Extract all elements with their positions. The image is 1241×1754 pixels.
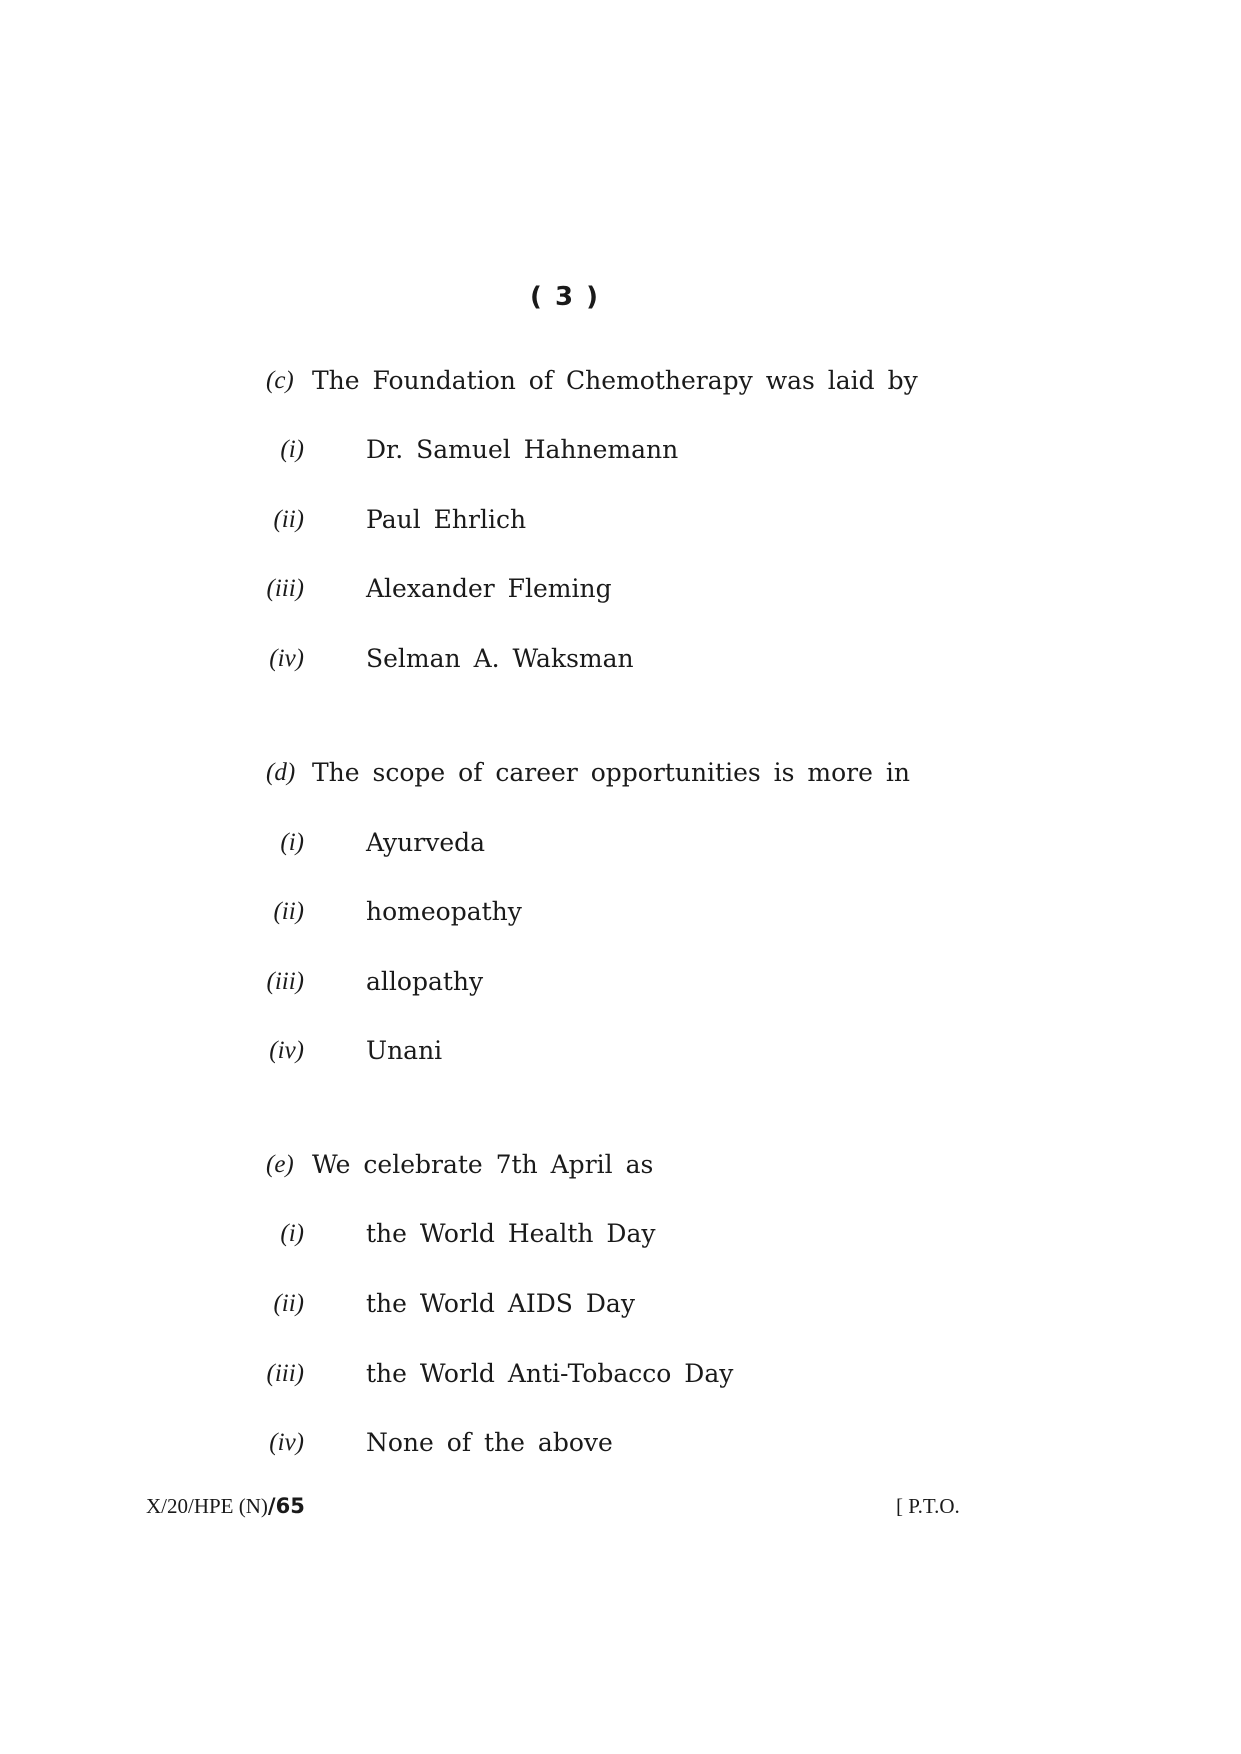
question-label: (c) — [266, 367, 294, 394]
option-text: Dr. Samuel Hahnemann — [366, 435, 679, 464]
option-label: (iv) — [269, 645, 304, 672]
option-iv — [266, 1036, 1066, 1066]
option-label: (i) — [280, 1220, 304, 1247]
option-iii — [266, 1359, 1066, 1389]
option-i — [266, 1219, 1066, 1249]
option-iv — [266, 644, 1066, 674]
option-i — [266, 828, 1066, 858]
option-label: (iv) — [269, 1037, 304, 1064]
paper-code-prefix: X/20/HPE (N) — [146, 1494, 268, 1518]
option-text: Unani — [366, 1036, 443, 1065]
question-text: The Foundation of Chemotherapy was laid by — [312, 366, 918, 395]
option-text: the World Health Day — [366, 1219, 656, 1248]
option-text: allopathy — [366, 967, 484, 996]
option-ii — [266, 505, 1066, 535]
option-label: (ii) — [273, 898, 304, 925]
option-iii — [266, 967, 1066, 997]
option-text: the World AIDS Day — [366, 1289, 635, 1318]
option-iii — [266, 574, 1066, 604]
option-label: (iii) — [266, 968, 304, 995]
option-text: Paul Ehrlich — [366, 505, 527, 534]
option-label: (iv) — [269, 1429, 304, 1456]
option-label: (i) — [280, 436, 304, 463]
option-label: (iii) — [266, 575, 304, 602]
option-i — [266, 435, 1066, 465]
question-text: The scope of career opportunities is more in — [312, 758, 910, 787]
option-iv — [266, 1428, 1066, 1458]
option-text: Ayurveda — [366, 828, 486, 857]
paper-code — [146, 1494, 305, 1519]
question-text: We celebrate 7th April as — [312, 1150, 654, 1179]
option-label: (ii) — [273, 506, 304, 533]
option-label: (ii) — [273, 1290, 304, 1317]
option-text: the World Anti-Tobacco Day — [366, 1359, 734, 1388]
option-text: None of the above — [366, 1428, 613, 1457]
option-ii — [266, 897, 1066, 927]
option-text: homeopathy — [366, 897, 522, 926]
paper-code-number: /65 — [267, 1494, 305, 1518]
question-label: (d) — [266, 759, 296, 786]
question-label: (e) — [266, 1151, 294, 1178]
option-text: Selman A. Waksman — [366, 644, 634, 673]
option-label: (iii) — [266, 1360, 304, 1387]
option-label: (i) — [280, 829, 304, 856]
page-number: ( 3 ) — [530, 282, 600, 312]
pto-label: [ P.T.O. — [896, 1494, 960, 1518]
option-text: Alexander Fleming — [366, 574, 612, 603]
option-ii — [266, 1289, 1066, 1319]
